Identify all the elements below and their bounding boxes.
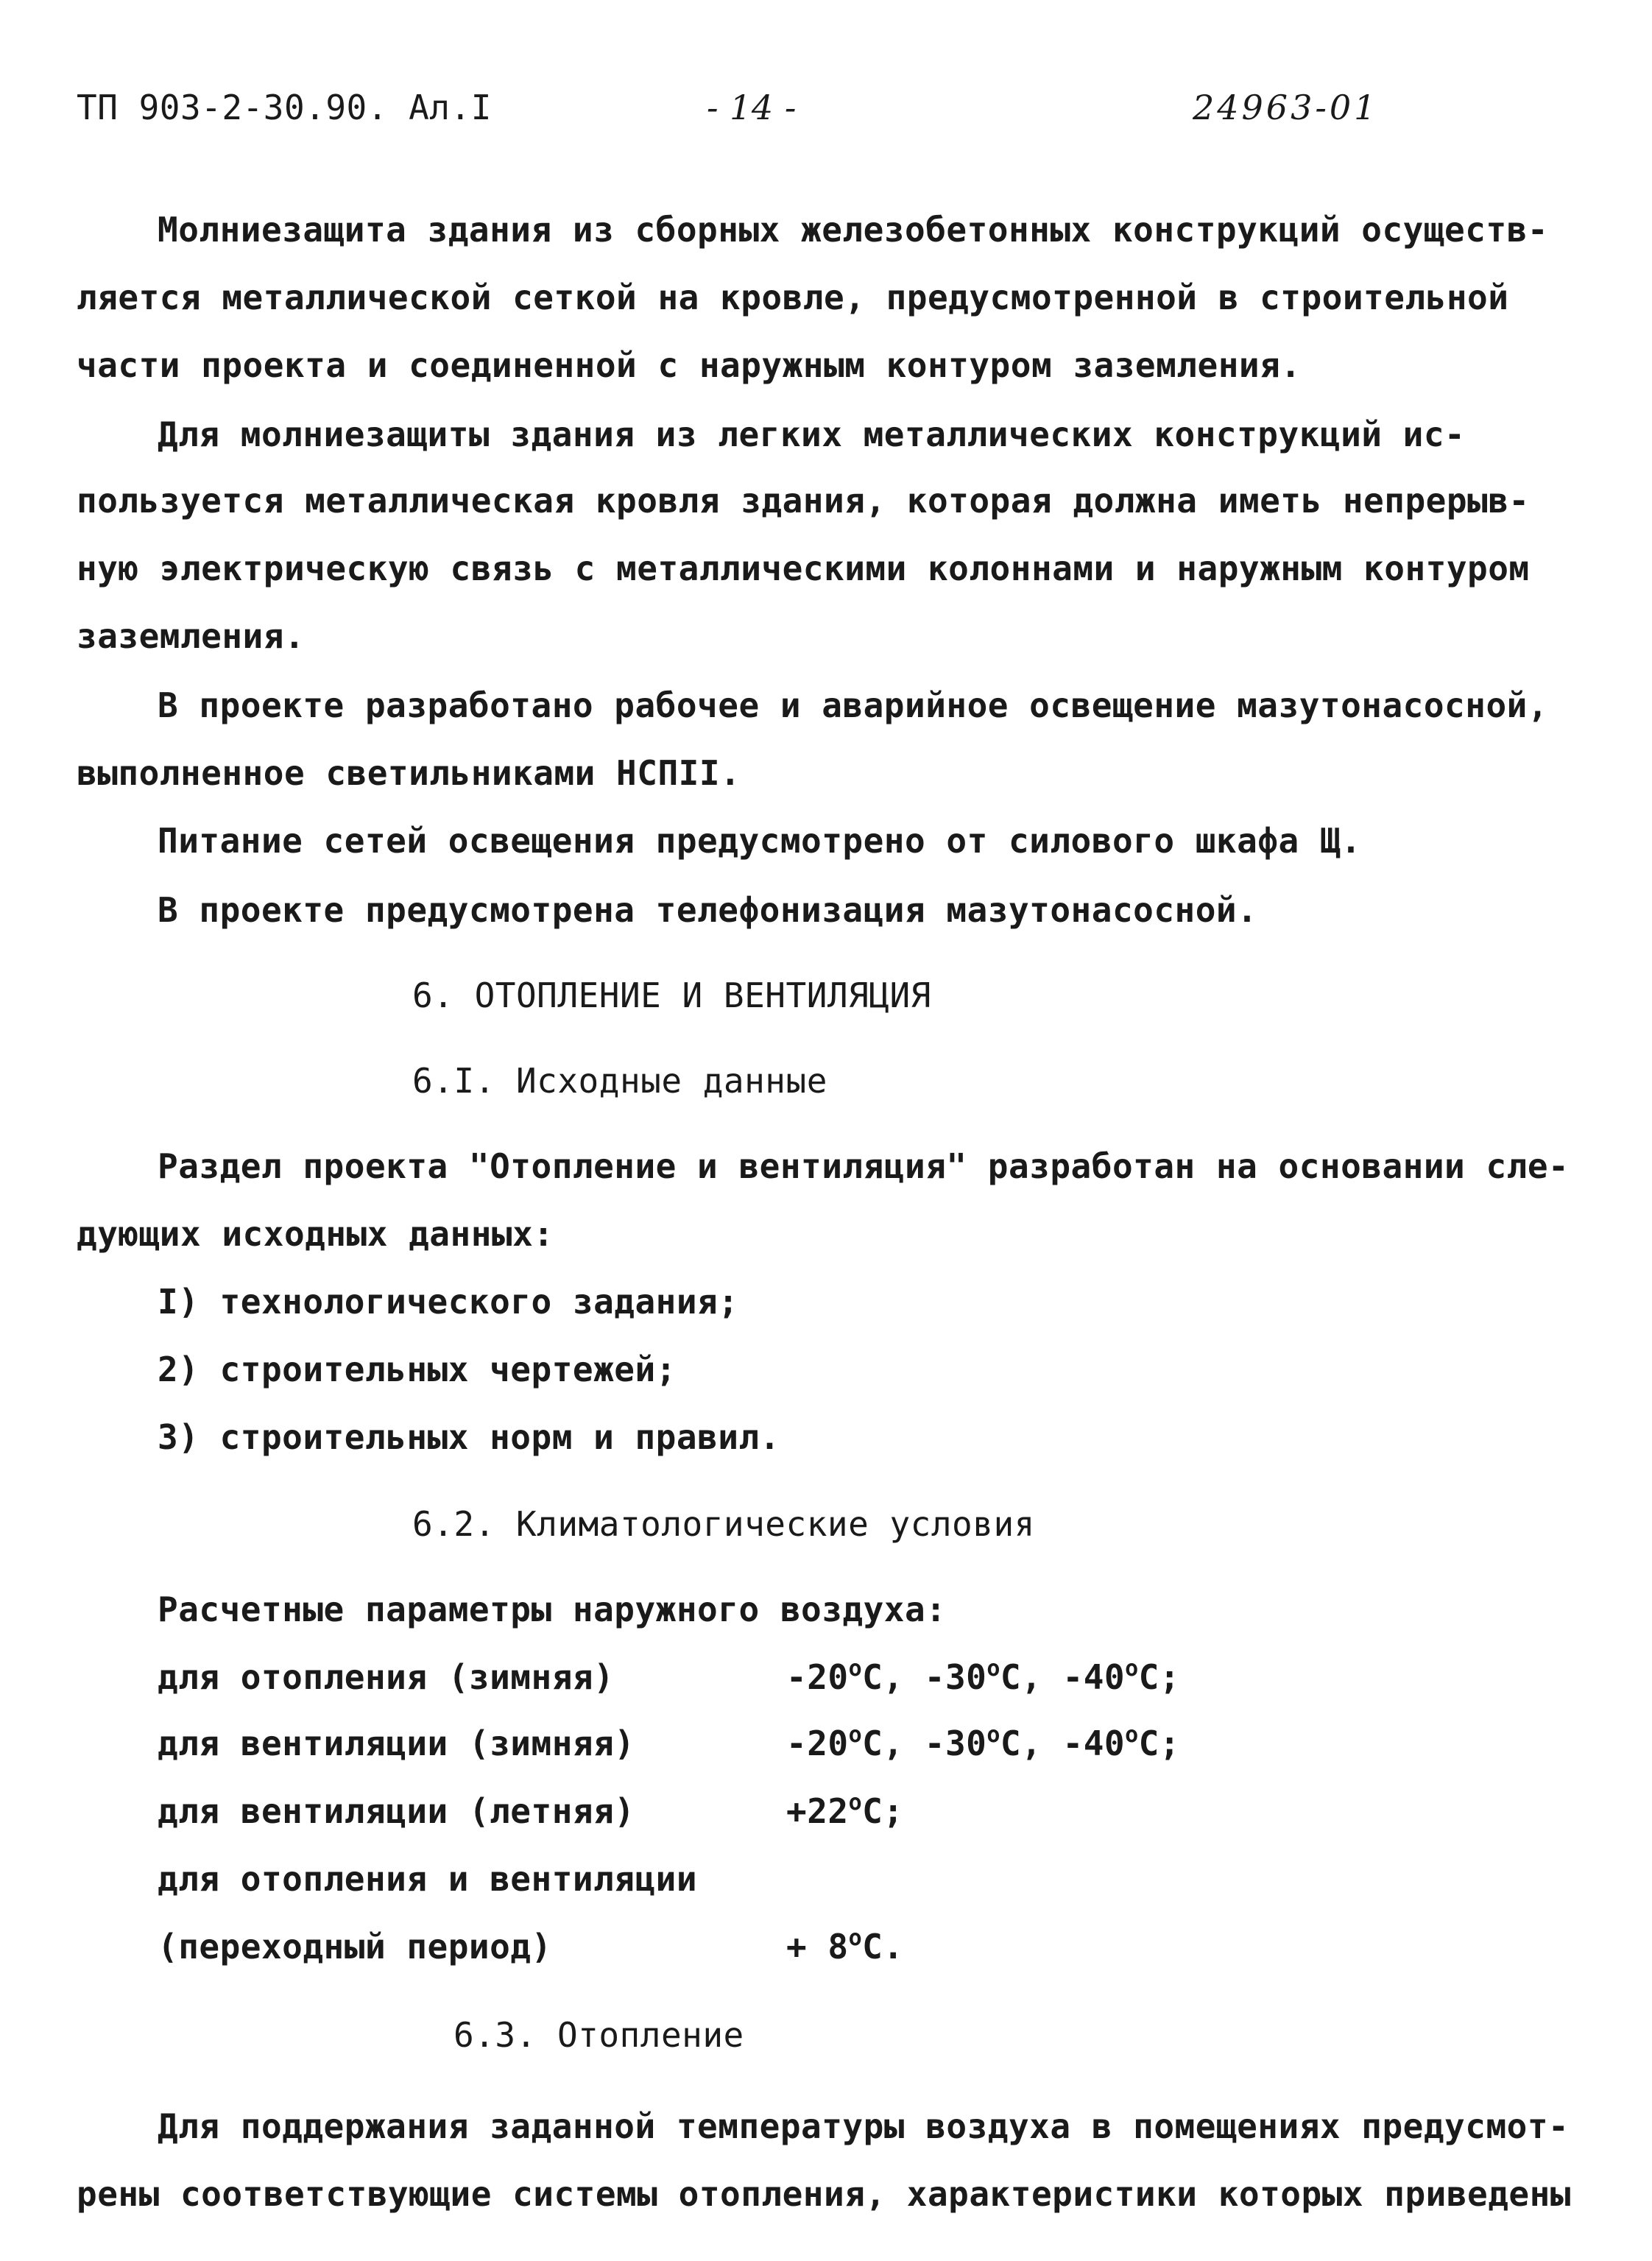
climate-label: для отопления (зимняя) xyxy=(158,1657,615,1697)
page-number: - 14 - xyxy=(707,88,797,127)
climate-label: для вентиляции (зимняя) xyxy=(158,1724,635,1763)
subsection-heading: 6.3. Отопление xyxy=(453,2015,744,2055)
paragraph-line: Раздел проекта "Отопление и вентиляция" разработан на основании сле- xyxy=(158,1146,1570,1186)
list-item: 2) строительных чертежей; xyxy=(158,1350,677,1389)
paragraph-line: ную электрическую связь с металлическими колоннами и наружным контуром xyxy=(77,549,1530,588)
climate-label: для отопления и вентиляции xyxy=(158,1859,698,1899)
subsection-heading: 6.I. Исходные данные xyxy=(412,1061,827,1101)
climate-value: + $8^oC$. xyxy=(786,1925,904,1967)
section-heading: 6. ОТОПЛЕНИЕ И ВЕНТИЛЯЦИЯ xyxy=(412,976,931,1015)
climate-value: $+22^oC$; xyxy=(786,1790,904,1831)
paragraph-line: рены соответствующие системы отопления, характеристики которых приведены xyxy=(77,2174,1571,2214)
climate-value: -20$^o$C, -30$^o$C, -40$^o$C; xyxy=(786,1656,1181,1697)
paragraph-line: Молниезащита здания из сборных железобетонных конструкций осуществ- xyxy=(158,210,1549,250)
paragraph-line: заземления. xyxy=(77,616,306,656)
paragraph-line: В проекте предусмотрена телефонизация мазутонасосной. xyxy=(158,890,1258,930)
document-code: ТП 903-2-30.90. Ал.I xyxy=(77,88,492,127)
paragraph-line: Питание сетей освещения предусмотрено от силового шкафа Щ. xyxy=(158,821,1362,861)
paragraph-line: ляется металлической сеткой на кровле, предусмотренной в строительной xyxy=(77,278,1509,317)
list-item: I) технологического задания; xyxy=(158,1282,739,1322)
paragraph-line: В проекте разработано рабочее и аварийное освещение мазутонасосной, xyxy=(158,685,1549,725)
climate-label: для вентиляции (летняя) xyxy=(158,1791,635,1831)
paragraph-line: Для поддержания заданной температуры воздуха в помещениях предусмот- xyxy=(158,2106,1570,2146)
document-number: 24963-01 xyxy=(1193,88,1379,127)
climate-label: (переходный период) xyxy=(158,1927,552,1967)
paragraph-line: Для молниезащиты здания из легких металлических конструкций ис- xyxy=(158,415,1466,454)
paragraph-line: дующих исходных данных: xyxy=(77,1214,554,1254)
list-item: 3) строительных норм и правил. xyxy=(158,1417,780,1457)
subsection-heading: 6.2. Климатологические условия xyxy=(412,1504,1035,1544)
climate-intro: Расчетные параметры наружного воздуха: xyxy=(158,1590,947,1629)
paragraph-line: части проекта и соединенной с наружным контуром заземления. xyxy=(77,345,1302,385)
climate-value: -20$^o$C, -30$^o$C, -40$^o$C; xyxy=(786,1722,1181,1763)
paragraph-line: выполненное светильниками НСПII. xyxy=(77,753,741,793)
paragraph-line: пользуется металлическая кровля здания, которая должна иметь непрерыв- xyxy=(77,481,1530,521)
